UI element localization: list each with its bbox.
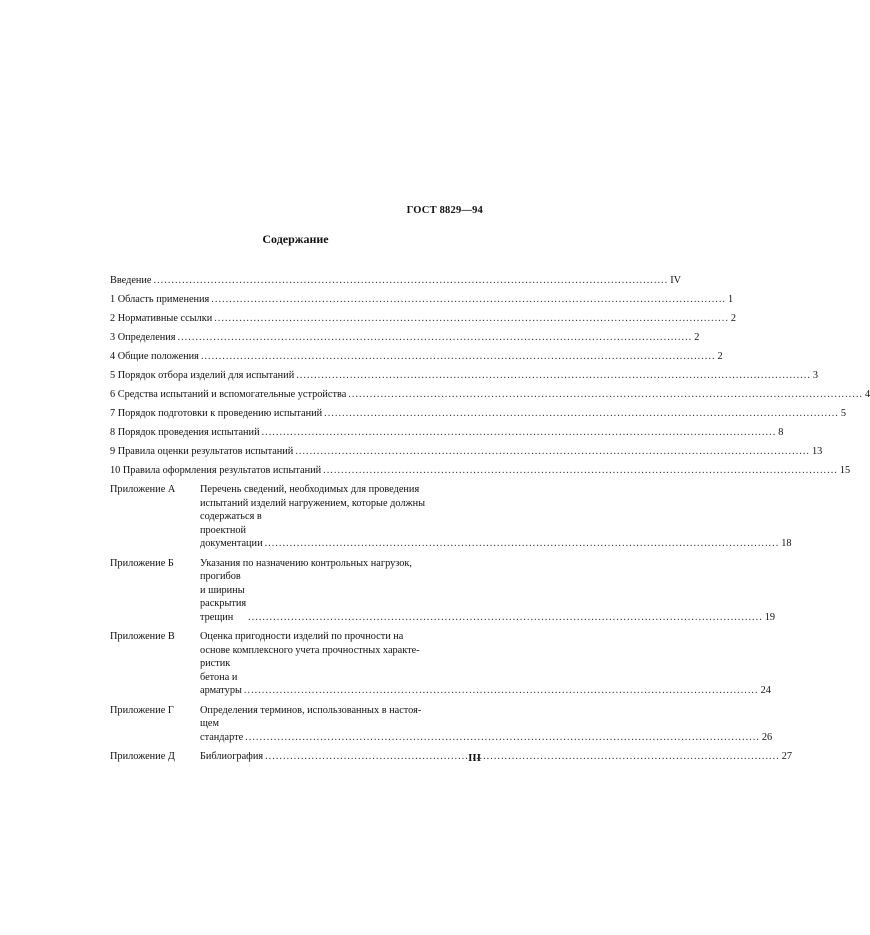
toc-entry-label: 2 Нормативные ссылки [110,313,213,324]
leader-dots [214,312,729,326]
appendix-label: Приложение Б [110,557,174,569]
leader-dots [324,407,839,421]
toc-entry-page: 5 [840,408,846,419]
leader-dots [244,684,759,698]
leader-dots [296,369,811,383]
toc-entry-label: 4 Общие положения [110,351,199,362]
appendix-title-line: Перечень сведений, необходимых для проведения [200,484,420,495]
toc-entry-label: 9 Правила оценки результатов испытаний [110,446,294,457]
toc-entry-page: IV [670,275,682,286]
appendix-title-line: основе комплексного учета прочностных характе- [200,644,420,656]
toc-entry[interactable] [110,388,870,402]
appendix-page: 26 [761,731,773,743]
toc-appendix-b[interactable] [110,557,776,625]
leader-dots [348,388,863,402]
appendix-page: 27 [781,751,793,762]
toc-entry-label: 3 Определения [110,332,176,343]
appendix-label: Приложение Г [110,704,174,716]
appendix-title-line: Указания по назначению контрольных нагрузок, [200,557,412,569]
leader-dots [323,464,838,478]
toc-entry[interactable] [110,426,784,440]
leader-dots [211,293,726,307]
appendix-page: 24 [760,685,771,696]
toc-entry[interactable] [110,369,819,383]
toc-entry-page: 3 [812,370,819,381]
toc-entry-page: 2 [717,351,723,362]
toc-entry-label: 8 Порядок проведения испытаний [110,427,260,438]
toc-entry-page: 8 [778,427,784,438]
toc-entry-label: 7 Порядок подготовки к проведению испытаний [110,408,323,419]
appendix-title-line: испытаний изделий нагружением, которые должны [200,497,426,509]
appendix-title-line: Оценка пригодности изделий по прочности на [200,631,404,642]
toc-entry[interactable] [110,445,823,459]
toc-entry-label: 6 Средства испытаний и вспомогательные устройства [110,389,347,400]
appendix-title-line: Библиография [200,751,264,762]
leader-dots [265,537,780,551]
leader-dots [248,611,763,625]
leader-dots [295,445,810,459]
appendix-title-line: прогибов и ширины раскрытия трещин [200,571,247,623]
appendix-title-line: содержаться в проектной документации [200,511,263,549]
leader-dots [154,274,669,288]
toc-entry-page: 15 [839,465,851,476]
leader-dots [178,331,693,345]
appendix-title-line: щем стандарте [200,718,244,743]
appendix-page: 18 [781,538,792,549]
toc-entry[interactable] [110,331,700,345]
toc-appendix-d[interactable] [110,750,793,764]
toc-entry-label: 5 Порядок отбора изделий для испытаний [110,370,295,381]
leader-dots [265,750,780,764]
toc-appendix-a[interactable] [110,483,792,551]
appendix-label: Приложение В [110,631,175,642]
toc-entry[interactable] [110,350,723,364]
toc-entry-page: 2 [730,313,737,324]
toc-entry[interactable] [110,464,851,478]
toc-appendix-g[interactable] [110,704,773,745]
leader-dots [201,350,716,364]
leader-dots [262,426,777,440]
toc-entry-page: 4 [864,389,870,400]
table-of-contents [110,274,870,770]
toc-entry[interactable] [110,407,846,421]
toc-entry[interactable] [110,312,737,326]
toc-entry-page: 1 [727,294,734,305]
toc-entry-page: 13 [812,446,823,457]
toc-title: Содержание [262,232,329,246]
document-code: ГОСТ 8829—94 [406,205,483,216]
appendix-label: Приложение Д [110,751,175,762]
appendix-title-line: ристик бетона и арматуры [200,658,242,696]
page-number: III [468,752,481,764]
toc-entry[interactable] [110,274,682,288]
toc-entry-page: 2 [694,332,700,343]
appendix-label: Приложение А [110,484,176,495]
toc-entry-label: 10 Правила оформления результатов испытаний [110,465,322,476]
toc-entry-label: 1 Область применения [110,294,210,305]
appendix-page: 19 [764,611,776,623]
toc-entry-label: Введение [110,275,152,286]
leader-dots [245,731,760,745]
toc-appendix-v[interactable] [110,630,771,698]
appendix-title-line: Определения терминов, использованных в настоя- [200,704,422,716]
toc-entry[interactable] [110,293,734,307]
